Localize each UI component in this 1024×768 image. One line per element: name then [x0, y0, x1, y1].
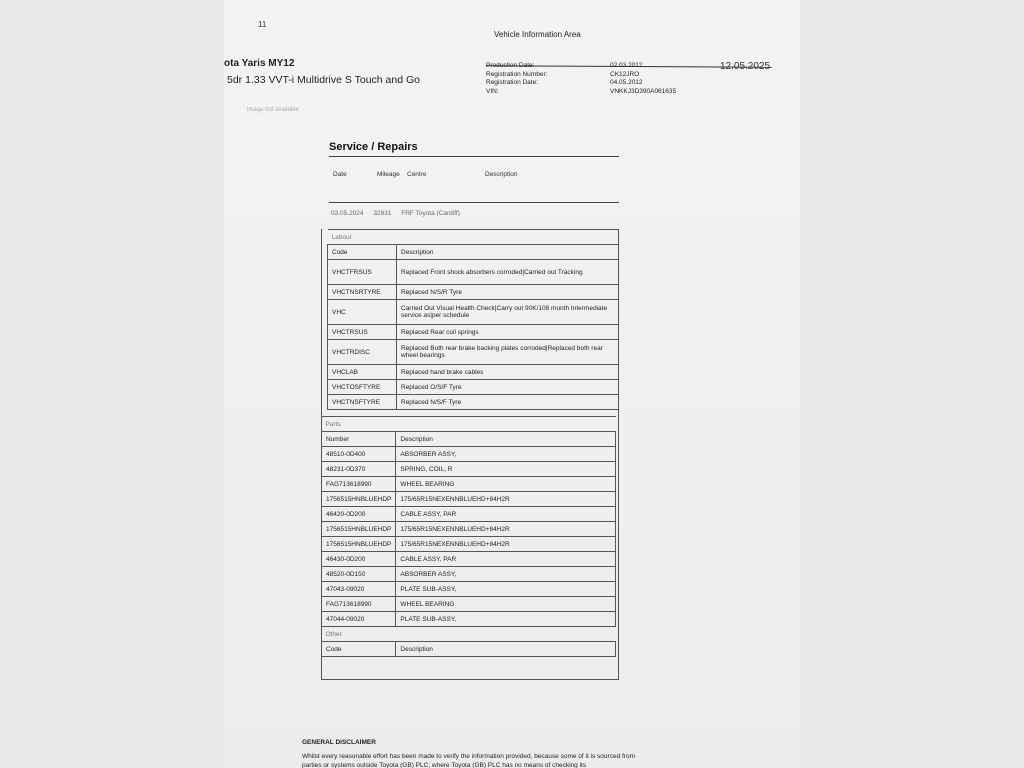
part-desc: 175/65R15NEXENNBLUEHD+84H2R [396, 492, 616, 507]
info-label: Registration Number: [486, 70, 548, 78]
labour-label: Labour [328, 230, 619, 245]
disclaimer-text: Whilst every reasonable effort has been made to verify the information provided, because some of it is sourced from parties or systems outside Toyota (GB) PLC, where Toyota (GB) PLC has no means of checking its [302, 753, 635, 768]
entry-mileage: 32831 [373, 210, 392, 217]
page-corner-text: 11 [258, 20, 267, 29]
part-number: FAG713618990 [322, 597, 396, 612]
part-desc: SPRING, COIL, R [396, 462, 616, 477]
table-row [328, 365, 619, 380]
col-description: Description [485, 171, 518, 178]
image-placeholder: image not available [247, 107, 299, 113]
table-header-row [328, 245, 619, 260]
area-title: Vehicle Information Area [494, 30, 581, 39]
labour-table [327, 229, 619, 410]
part-desc: PLATE SUB-ASSY, [396, 612, 616, 627]
labour-code: VHCTNSFTYRE [328, 395, 397, 410]
part-number: 47044-09020 [322, 612, 396, 627]
section-title: Service / Repairs [329, 141, 619, 157]
table-row [322, 582, 616, 597]
service-section [329, 141, 619, 217]
table-row [322, 597, 616, 612]
labour-desc: Carried Out Visual Health Check|Carry out 90K/108 month Intermediate service as|per schedule [397, 300, 619, 325]
service-entry [329, 210, 619, 217]
table-row [328, 325, 619, 340]
vehicle-variant: 5dr 1.33 VVT-i Multidrive S Touch and Go [227, 74, 420, 86]
part-desc: 175/65R15NEXENNBLUEHD+84H2R [396, 537, 616, 552]
disclaimer-title: GENERAL DISCLAIMER [302, 739, 376, 746]
part-desc: 175/65R15NEXENNBLUEHD+84H2R [396, 522, 616, 537]
header-code: Code [328, 245, 397, 260]
table-row [322, 552, 616, 567]
labour-desc: Replaced N/S/R Tyre [397, 285, 619, 300]
divider [329, 202, 619, 203]
header-number: Number [322, 432, 396, 447]
labour-desc: Replaced Both rear brake backing plates corroded|Replaced both rear wheel bearings [397, 340, 619, 365]
part-desc: CABLE ASSY, PAR [396, 552, 616, 567]
entry-centre: FRF Toyota (Cardiff) [401, 210, 460, 217]
header-description: Description [397, 245, 619, 260]
document-page [224, 0, 800, 768]
table-row [328, 300, 619, 325]
part-number: 46420-0D200 [322, 507, 396, 522]
other-label: Other [322, 627, 616, 642]
parts-label: Parts [322, 417, 616, 432]
labour-desc: Replaced hand brake cables [397, 365, 619, 380]
part-desc: WHEEL BEARING [396, 597, 616, 612]
part-number: 48510-0D400 [322, 447, 396, 462]
labour-code: VHCLAB [328, 365, 397, 380]
entry-date: 03.05.2024 [331, 210, 364, 217]
labour-desc: Replaced Front shock absorbers corroded|Carried out Tracking [397, 260, 619, 285]
labour-desc: Replaced N/S/F Tyre [397, 395, 619, 410]
part-number: 48231-0D370 [322, 462, 396, 477]
header-description: Description [396, 432, 616, 447]
labour-code: VHCTRSUS [328, 325, 397, 340]
table-row [322, 447, 616, 462]
table-row [322, 477, 616, 492]
table-header-row [322, 642, 616, 657]
part-desc: ABSORBER ASSY, [396, 567, 616, 582]
table-row [328, 260, 619, 285]
part-number: 47043-09020 [322, 582, 396, 597]
part-number: 46430-0D200 [322, 552, 396, 567]
labour-code: VHCTRDISC [328, 340, 397, 365]
part-desc: WHEEL BEARING [396, 477, 616, 492]
info-row [486, 88, 700, 97]
table-row [322, 537, 616, 552]
labour-desc: Replaced O/S/F Tyre [397, 380, 619, 395]
col-date: Date [333, 171, 347, 178]
vehicle-model: ota Yaris MY12 [224, 58, 295, 69]
table-header-row [322, 432, 616, 447]
info-label: Registration Date: [486, 79, 539, 86]
info-row [486, 71, 700, 80]
info-value: 04.05.2012 [610, 79, 643, 86]
col-mileage: Mileage [377, 171, 400, 178]
table-row [322, 462, 616, 477]
labour-desc: Replaced Rear coil springs [397, 325, 619, 340]
table-row [322, 567, 616, 582]
labour-code: VHCTOSFTYRE [328, 380, 397, 395]
part-number: FAG713618990 [322, 477, 396, 492]
info-value: VNKKJ3D390A061635 [610, 87, 677, 95]
table-row [322, 492, 616, 507]
header-description: Description [396, 642, 616, 657]
column-headers [329, 171, 619, 178]
labour-code: VHC [328, 300, 397, 325]
part-desc: PLATE SUB-ASSY, [396, 582, 616, 597]
part-desc: ABSORBER ASSY, [396, 447, 616, 462]
handwritten-date: 12.05.2025 [720, 61, 771, 72]
labour-code: VHCTFRSUS [328, 260, 397, 285]
labour-code: VHCTNSRTYRE [328, 285, 397, 300]
part-number: 1756515HNBLUEHDP [322, 537, 396, 552]
part-number: 1756515HNBLUEHDP [322, 492, 396, 507]
table-row [328, 340, 619, 365]
part-number: 1756515HNBLUEHDP [322, 522, 396, 537]
info-label: VIN: [486, 87, 499, 95]
header-code: Code [322, 642, 396, 657]
table-row [322, 522, 616, 537]
info-value: CK12JRO [610, 70, 640, 78]
table-row [328, 380, 619, 395]
table-row [322, 612, 616, 627]
part-desc: CABLE ASSY, PAR [396, 507, 616, 522]
info-row [486, 79, 700, 88]
col-centre: Centre [407, 171, 427, 178]
parts-table [321, 416, 616, 657]
part-number: 48520-0D150 [322, 567, 396, 582]
table-row [328, 395, 619, 410]
table-row [328, 285, 619, 300]
table-row [322, 507, 616, 522]
